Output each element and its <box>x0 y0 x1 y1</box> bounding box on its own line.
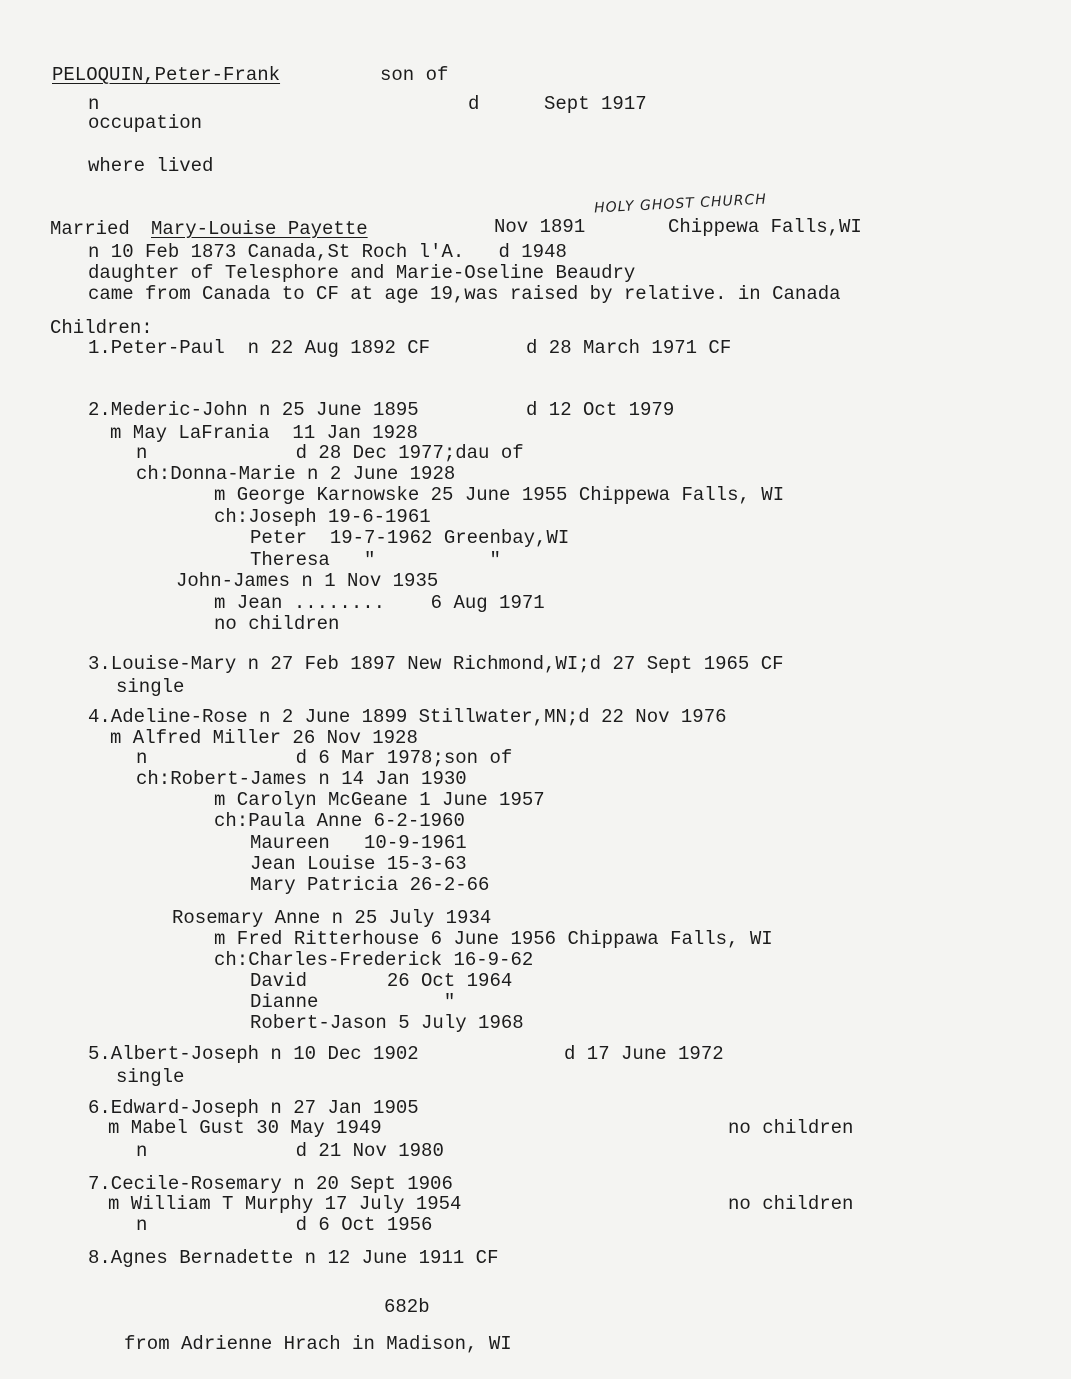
child-6-spouse-dates: n d 21 Nov 1980 <box>136 1140 444 1162</box>
great-grandchild: David 26 Oct 1964 <box>250 970 513 992</box>
great-grandchild: ch:Charles-Frederick 16-9-62 <box>214 949 534 971</box>
grandchild-2-2-note: no children <box>214 613 340 635</box>
son-of-label: son of <box>380 64 449 86</box>
death-label: d <box>468 93 480 115</box>
source-note: from Adrienne Hrach in Madison, WI <box>124 1333 512 1355</box>
great-grandchild: ch:Joseph 19-6-1961 <box>214 506 431 528</box>
great-grandchild: Mary Patricia 26-2-66 <box>250 874 490 896</box>
marriage-date: Nov 1891 <box>494 216 586 238</box>
child-6: 6.Edward-Joseph n 27 Jan 1905 <box>88 1097 419 1119</box>
child-7-marriage: m William T Murphy 17 July 1954 <box>108 1193 462 1215</box>
grandchild-2-1: ch:Donna-Marie n 2 June 1928 <box>136 463 456 485</box>
birth-label: n <box>88 93 100 115</box>
children-label: Children: <box>50 317 153 339</box>
great-grandchild: Theresa " " <box>250 549 501 571</box>
great-grandchild: Robert-Jason 5 July 1968 <box>250 1012 524 1034</box>
child-6-note: no children <box>728 1117 854 1139</box>
handwritten-annotation: HOLY GHOST CHURCH <box>593 191 768 217</box>
grandchild-4-1-marriage: m Carolyn McGeane 1 June 1957 <box>214 789 545 811</box>
child-6-marriage: m Mabel Gust 30 May 1949 <box>108 1117 382 1139</box>
child-7-spouse-dates: n d 6 Oct 1956 <box>136 1214 433 1236</box>
child-2-death: d 12 Oct 1979 <box>526 399 675 421</box>
great-grandchild: Dianne " <box>250 991 456 1013</box>
grandchild-4-2: Rosemary Anne n 25 July 1934 <box>172 907 492 929</box>
child-1-death: d 28 March 1971 CF <box>526 337 732 359</box>
child-2: 2.Mederic-John n 25 June 1895 <box>88 399 419 421</box>
spouse-birth: n 10 Feb 1873 Canada,St Roch l'A. d 1948 <box>88 241 567 263</box>
great-grandchild: ch:Paula Anne 6-2-1960 <box>214 810 465 832</box>
child-1: 1.Peter-Paul n 22 Aug 1892 CF <box>88 337 431 359</box>
child-4: 4.Adeline-Rose n 2 June 1899 Stillwater,MN;d 22 Nov 1976 <box>88 706 727 728</box>
page-number: 682b <box>384 1296 430 1318</box>
child-4-spouse-dates: n d 6 Mar 1978;son of <box>136 747 513 769</box>
child-7-note: no children <box>728 1193 854 1215</box>
child-2-marriage: m May LaFrania 11 Jan 1928 <box>110 422 418 444</box>
grandchild-2-2: John-James n 1 Nov 1935 <box>176 570 439 592</box>
person-name: PELOQUIN,Peter-Frank <box>52 64 281 86</box>
great-grandchild: Maureen 10-9-1961 <box>250 832 467 854</box>
grandchild-2-1-marriage: m George Karnowske 25 June 1955 Chippewa Falls, WI <box>214 484 785 506</box>
child-7: 7.Cecile-Rosemary n 20 Sept 1906 <box>88 1173 453 1195</box>
where-lived-label: where lived <box>88 155 214 177</box>
spouse-name: Mary-Louise Payette <box>151 218 368 240</box>
child-5-death: d 17 June 1972 <box>564 1043 724 1065</box>
child-3: 3.Louise-Mary n 27 Feb 1897 New Richmond,WI;d 27 Sept 1965 CF <box>88 653 784 675</box>
death-date: Sept 1917 <box>544 93 647 115</box>
child-5: 5.Albert-Joseph n 10 Dec 1902 <box>88 1043 419 1065</box>
child-2-spouse-dates: n d 28 Dec 1977;dau of <box>136 442 524 464</box>
occupation-label: occupation <box>88 112 203 134</box>
grandchild-4-1: ch:Robert-James n 14 Jan 1930 <box>136 768 467 790</box>
marriage-place: Chippewa Falls,WI <box>668 216 862 238</box>
grandchild-2-2-marriage: m Jean ........ 6 Aug 1971 <box>214 592 545 614</box>
child-5-note: single <box>116 1066 185 1088</box>
grandchild-4-2-marriage: m Fred Ritterhouse 6 June 1956 Chippawa Falls, WI <box>214 928 773 950</box>
child-3-note: single <box>116 676 185 698</box>
great-grandchild: Peter 19-7-1962 Greenbay,WI <box>250 527 570 549</box>
child-4-marriage: m Alfred Miller 26 Nov 1928 <box>110 727 418 749</box>
married-label: Married <box>50 218 130 240</box>
child-8: 8.Agnes Bernadette n 12 June 1911 CF <box>88 1247 499 1269</box>
spouse-parents: daughter of Telesphore and Marie-Oseline Beaudry <box>88 262 636 284</box>
spouse-note: came from Canada to CF at age 19,was raised by relative. in Canada <box>88 283 841 305</box>
great-grandchild: Jean Louise 15-3-63 <box>250 853 467 875</box>
